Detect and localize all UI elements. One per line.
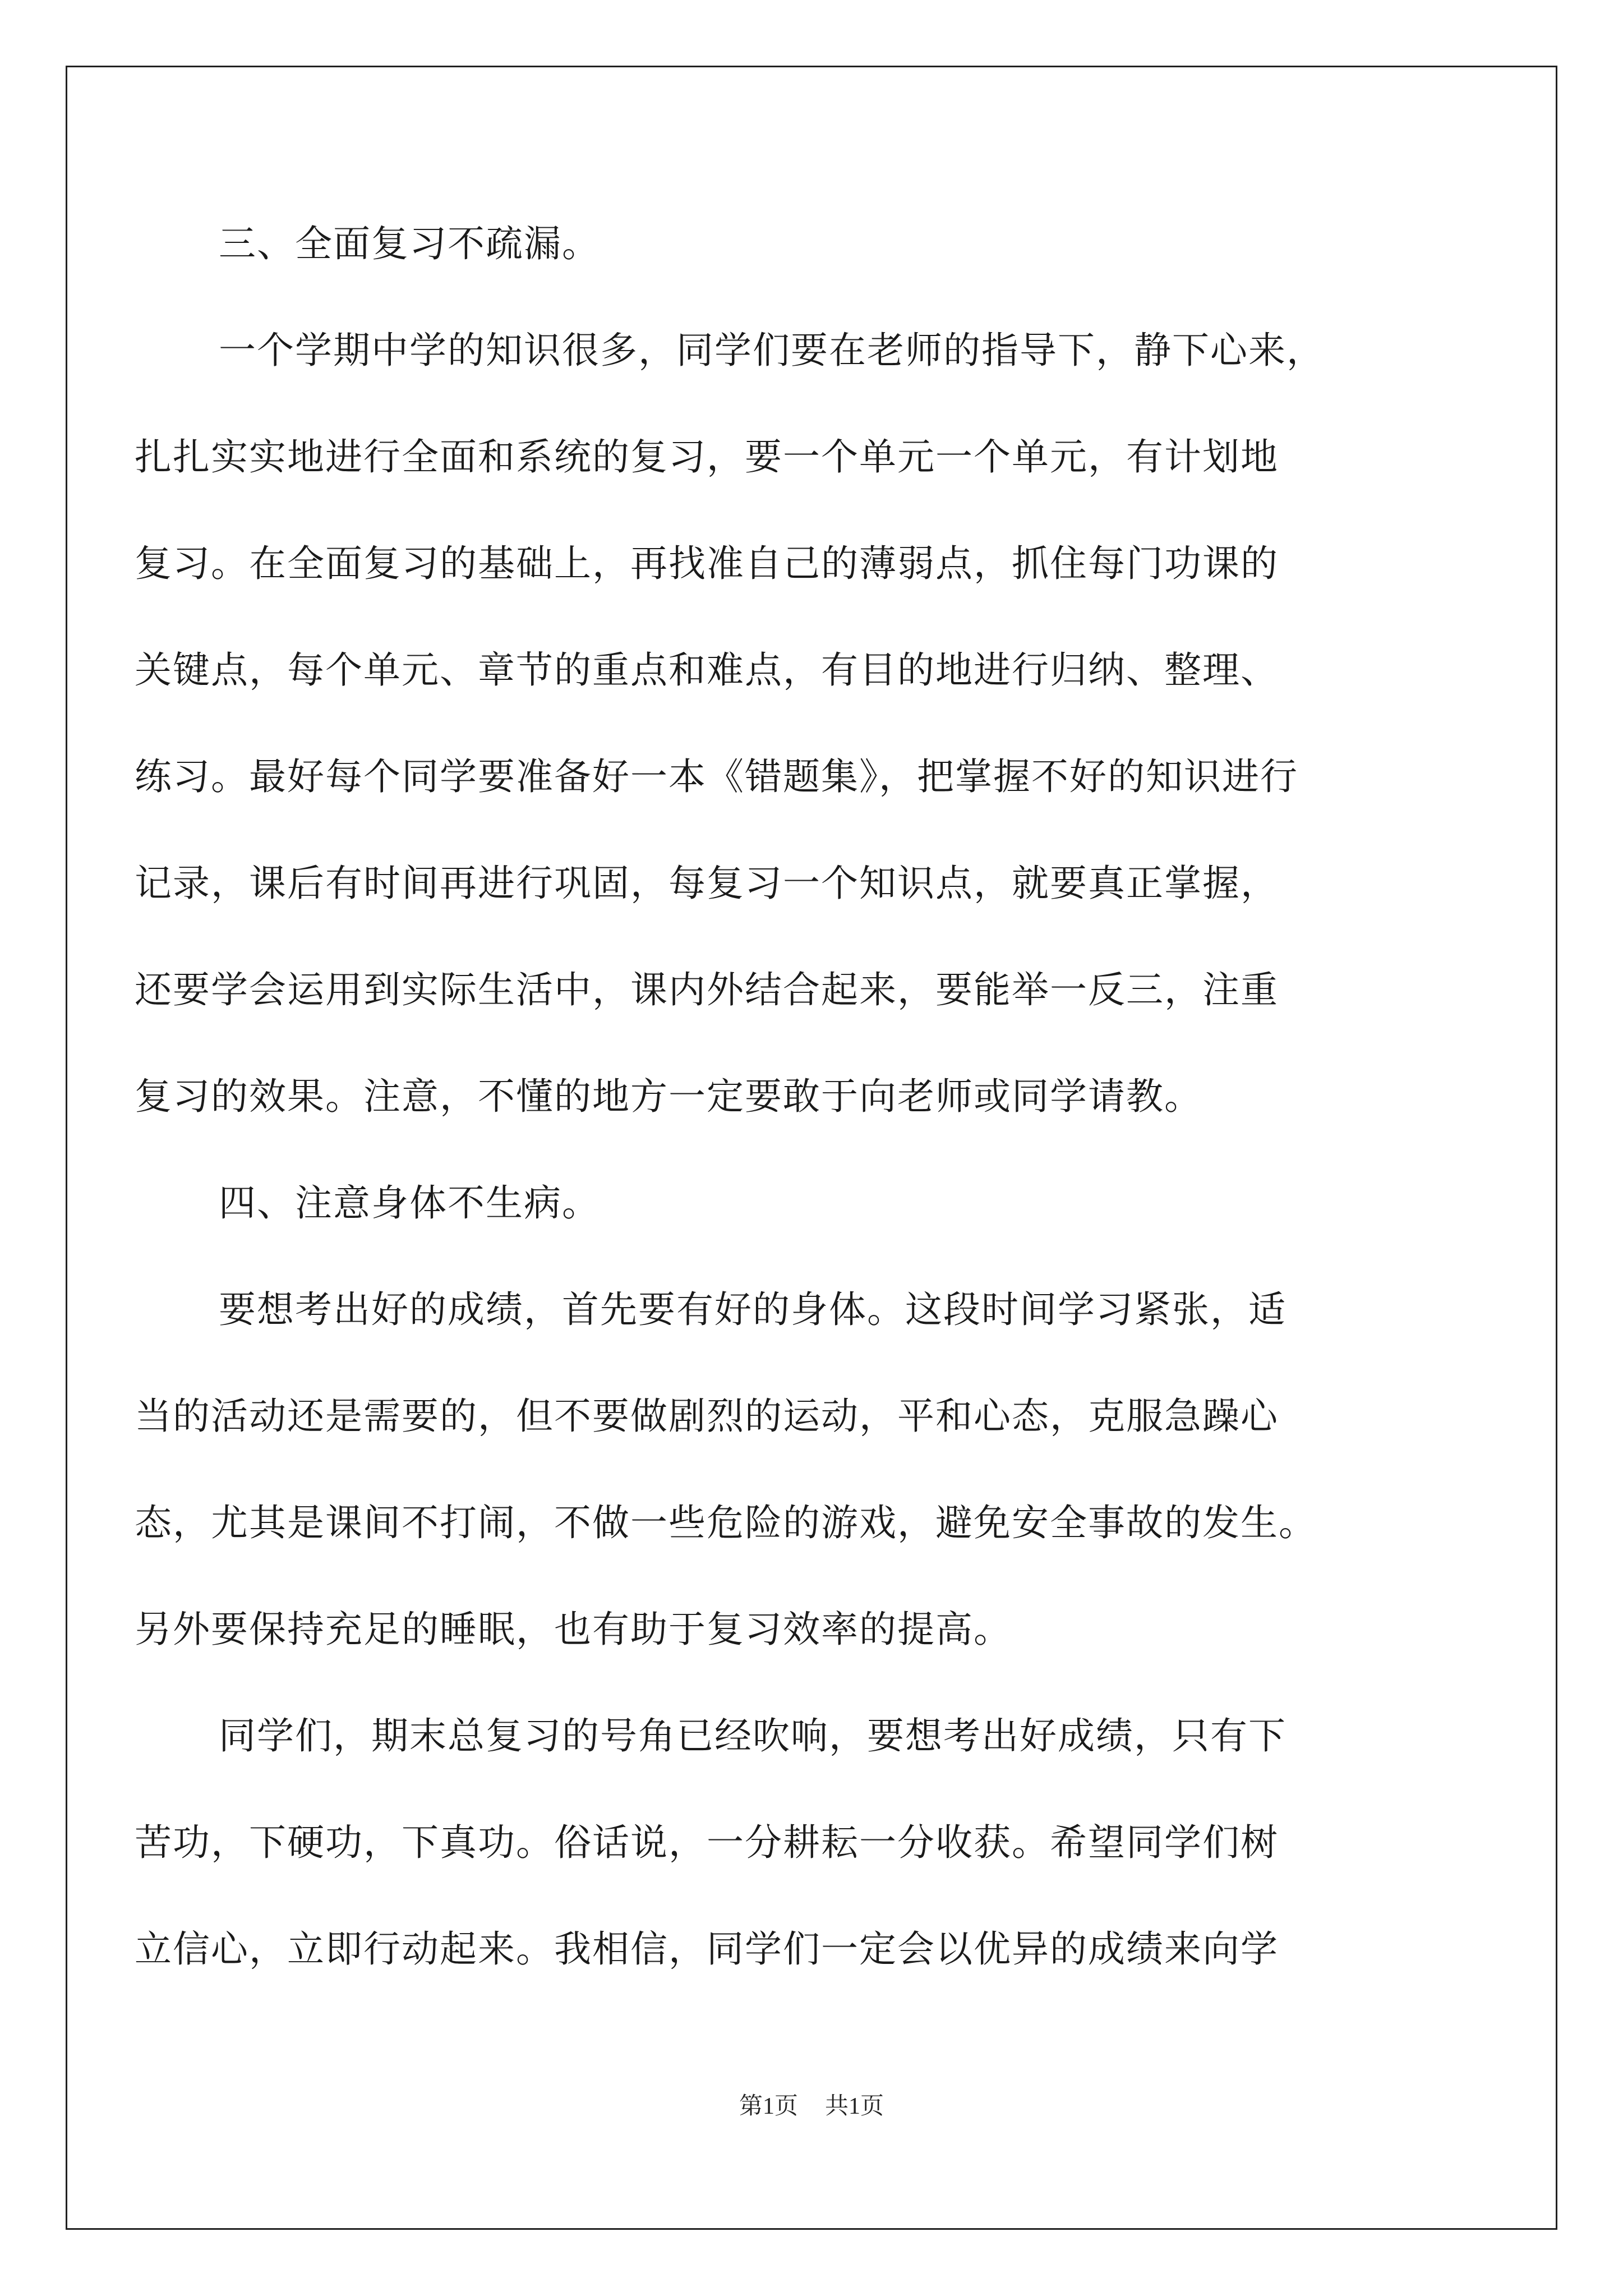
paragraph-line: 复习的效果。注意，不懂的地方一定要敢于向老师或同学请教。 [135, 1075, 1202, 1118]
document-body [135, 191, 1481, 2003]
paragraph-line: 还要学会运用到实际生活中，课内外结合起来，要能举一反三，注重 [135, 968, 1279, 1011]
paragraph-line: 一个学期中学的知识很多，同学们要在老师的指导下，静下心来， [219, 329, 1325, 372]
paragraph-line: 要想考出好的成绩，首先要有好的身体。这段时间学习紧张，适 [219, 1288, 1287, 1331]
paragraph-line: 复习。在全面复习的基础上，再找准自己的薄弱点，抓住每门功课的 [135, 542, 1279, 585]
paragraph-line: 另外要保持充足的睡眠，也有助于复习效率的提高。 [135, 1608, 1012, 1651]
section-heading-review: 三、全面复习不疏漏。 [219, 222, 600, 265]
paragraph-line: 关键点，每个单元、章节的重点和难点，有目的地进行归纳、整理、 [135, 648, 1279, 692]
page-total: 共1页 [825, 2093, 884, 2119]
paragraph-line: 记录，课后有时间再进行巩固，每复习一个知识点，就要真正掌握， [135, 862, 1279, 905]
paragraph-line: 苦功，下硬功，下真功。俗话说，一分耕耘一分收获。希望同学们树 [135, 1821, 1279, 1864]
paragraph-line: 同学们，期末总复习的号角已经吹响，要想考出好成绩，只有下 [219, 1714, 1287, 1757]
page-footer [0, 2090, 1623, 2123]
page-number: 第1页 [739, 2093, 798, 2119]
paragraph-line: 当的活动还是需要的，但不要做剧烈的运动，平和心态，克服急躁心 [135, 1395, 1279, 1438]
paragraph-line: 练习。最好每个同学要准备好一本《错题集》，把掌握不好的知识进行 [135, 755, 1298, 798]
paragraph-line: 态，尤其是课间不打闹，不做一些危险的游戏，避免安全事故的发生。 [135, 1501, 1317, 1544]
paragraph-line: 扎扎实实地进行全面和系统的复习，要一个单元一个单元，有计划地 [135, 435, 1279, 478]
paragraph-line: 立信心，立即行动起来。我相信，同学们一定会以优异的成绩来向学 [135, 1927, 1279, 1971]
section-heading-health: 四、注意身体不生病。 [219, 1181, 600, 1225]
